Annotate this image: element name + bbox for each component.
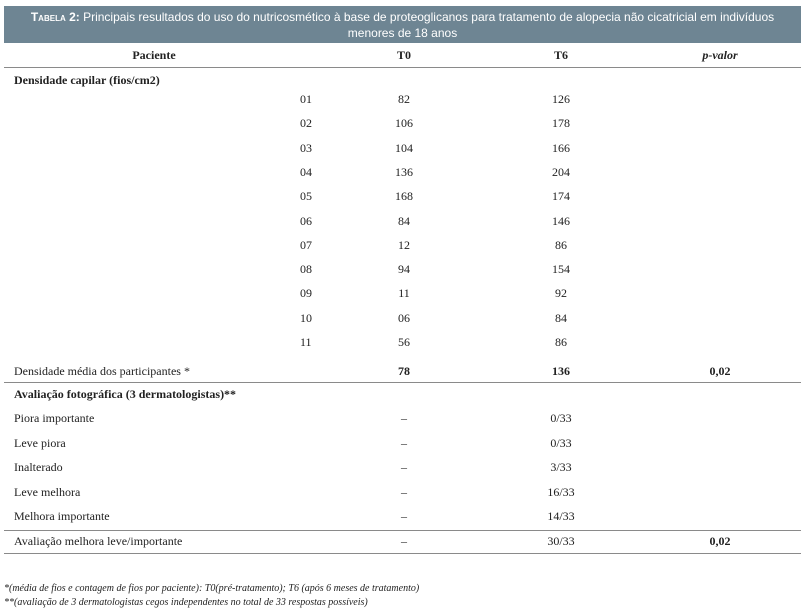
- value-t0: 106: [395, 116, 413, 131]
- value-t6: 174: [552, 189, 570, 204]
- value-t6: 146: [552, 213, 570, 228]
- density-summary-t0: 78: [398, 364, 410, 378]
- table-bottom-divider: [4, 553, 801, 554]
- photo-summary-p: 0,02: [709, 534, 731, 548]
- value-t0: 56: [398, 335, 410, 349]
- value-t0: 11: [398, 286, 410, 301]
- value-t0: 168: [395, 189, 413, 204]
- value-t0: 84: [398, 213, 410, 228]
- table-header-row: [4, 48, 801, 66]
- value-t6: 126: [552, 92, 570, 106]
- photo-label: Piora importante: [14, 411, 95, 425]
- photo-label: Melhora importante: [14, 509, 110, 523]
- density-summary-t6: 136: [552, 364, 570, 378]
- value-t6: 86: [555, 335, 567, 349]
- table-caption-label: Tabela 2:: [30, 10, 80, 24]
- value-t0: 82: [398, 92, 410, 106]
- patient-id: 08: [300, 262, 312, 277]
- header-paciente: Paciente: [132, 48, 176, 62]
- patient-id: 09: [300, 286, 312, 301]
- value-t6: 0/33: [550, 435, 572, 450]
- value-t6: 154: [552, 262, 570, 277]
- value-t0: –: [401, 509, 407, 523]
- value-t0: 94: [398, 262, 410, 277]
- value-t0: –: [401, 484, 407, 499]
- value-t6: 166: [552, 140, 570, 155]
- patient-id: 10: [300, 310, 312, 325]
- patient-id: 04: [300, 164, 312, 179]
- value-t6: 204: [552, 164, 570, 179]
- value-t6: 84: [555, 310, 567, 325]
- value-t6: 86: [555, 237, 567, 252]
- patient-id: 05: [300, 189, 312, 204]
- value-t6: 3/33: [550, 460, 572, 474]
- value-t6: 178: [552, 116, 570, 131]
- value-t0: –: [401, 435, 407, 450]
- patient-id: 02: [300, 116, 312, 131]
- density-title: Densidade capilar (fios/cm2): [14, 73, 160, 87]
- table-caption: [4, 6, 801, 43]
- value-t0: 06: [398, 310, 410, 325]
- table-caption-text-line2: menores de 18 anos: [347, 26, 458, 40]
- header-t0: T0: [396, 48, 411, 62]
- photo-summary-t6: 30/33: [547, 534, 575, 548]
- header-p-valor: p-valor: [702, 48, 738, 62]
- footnote-2: **(avaliação de 3 dermatologistas cegos independentes no total de 33 respostas possíveis): [4, 597, 368, 608]
- density-summary-p: 0,02: [709, 364, 731, 378]
- photo-summary-label: Avaliação melhora leve/importante: [14, 534, 183, 548]
- value-t0: 12: [398, 237, 410, 252]
- patient-id: 06: [300, 213, 312, 228]
- value-t0: 104: [395, 140, 413, 155]
- patient-id: 01: [300, 92, 312, 106]
- photo-label: Leve melhora: [14, 484, 81, 499]
- density-divider: [4, 382, 801, 383]
- table-caption-text: Principais resultados do uso do nutricosmético à base de proteoglicanos para tratamento de alopecia não cicatricial em indivíduos: [79, 10, 775, 24]
- photo-title: Avaliação fotográfica (3 dermatologistas)**: [14, 387, 237, 401]
- value-t0: –: [401, 411, 407, 425]
- photo-label: Leve piora: [14, 435, 66, 450]
- value-t0: –: [401, 460, 407, 474]
- patient-id: 03: [300, 140, 312, 155]
- patient-id: 11: [300, 335, 312, 349]
- photo-summary-t0: –: [401, 534, 407, 548]
- density-summary-label: Densidade média dos participantes *: [14, 364, 190, 378]
- header-divider: [4, 67, 801, 68]
- value-t6: 92: [555, 286, 567, 301]
- value-t6: 14/33: [547, 509, 575, 523]
- photo-label: Inalterado: [14, 460, 63, 474]
- value-t6: 16/33: [547, 484, 575, 499]
- value-t6: 0/33: [550, 411, 572, 425]
- header-t6: T6: [553, 48, 568, 62]
- value-t0: 136: [395, 164, 413, 179]
- patient-id: 07: [300, 237, 312, 252]
- photo-divider: [4, 530, 801, 531]
- footnote-1: *(média de fios e contagem de fios por paciente): T0(pré-tratamento); T6 (após 6 meses de tratamento): [4, 583, 420, 594]
